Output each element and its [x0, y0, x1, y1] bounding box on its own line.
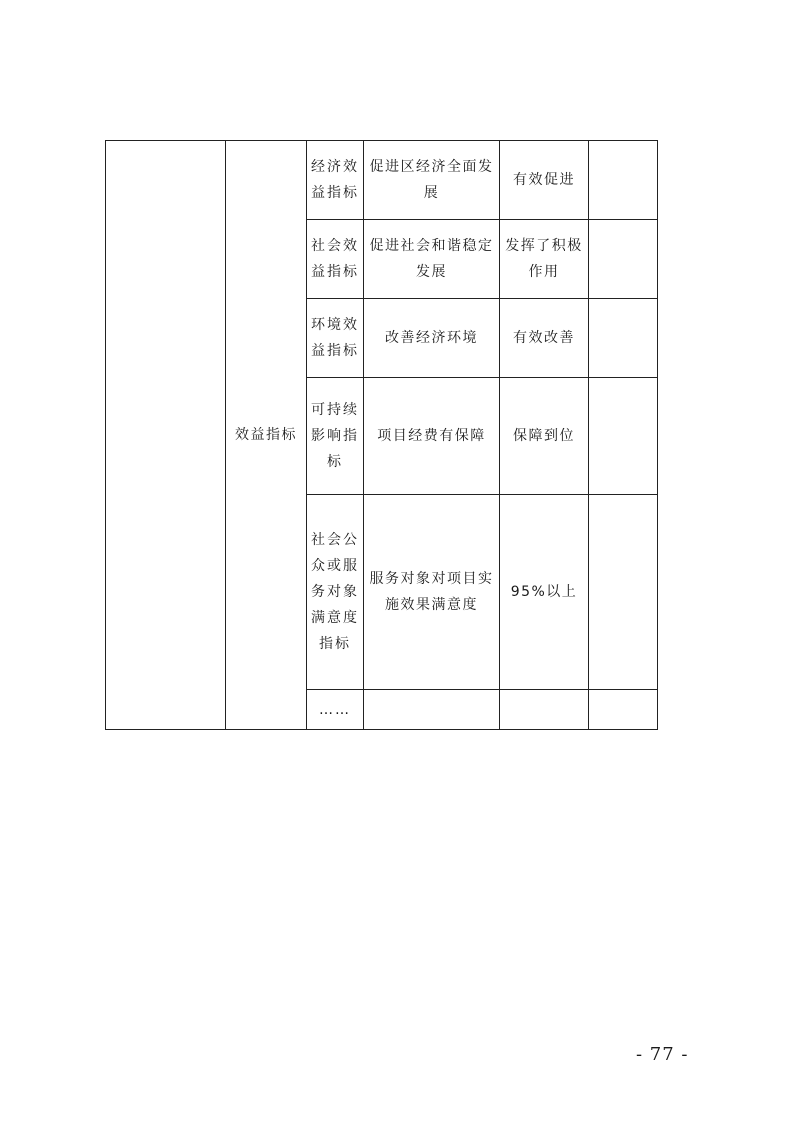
indicator-target-cell: 95%以上 [500, 495, 589, 690]
level3-indicator-cell: 环境效益指标 [307, 299, 364, 378]
level3-indicator-cell: 经济效益指标 [307, 141, 364, 220]
performance-indicator-table [105, 140, 658, 730]
indicator-target-cell: 保障到位 [500, 378, 589, 495]
indicator-target-cell [500, 690, 589, 730]
indicator-target-cell: 有效改善 [500, 299, 589, 378]
indicator-target-cell: 有效促进 [500, 141, 589, 220]
indicator-content-cell [364, 690, 500, 730]
level3-indicator-cell: 社会效益指标 [307, 220, 364, 299]
indicator-extra-cell [589, 495, 658, 690]
level3-indicator-cell: 社会公众或服务对象满意度指标 [307, 495, 364, 690]
level1-indicator-cell [106, 141, 226, 730]
level3-indicator-cell: 可持续影响指标 [307, 378, 364, 495]
indicator-extra-cell [589, 299, 658, 378]
indicator-extra-cell [589, 690, 658, 730]
indicator-extra-cell [589, 141, 658, 220]
indicator-content-cell: 服务对象对项目实施效果满意度 [364, 495, 500, 690]
indicator-content-cell: 项目经费有保障 [364, 378, 500, 495]
page-number: - 77 - [636, 1044, 689, 1065]
indicator-extra-cell [589, 378, 658, 495]
indicator-target-cell: 发挥了积极作用 [500, 220, 589, 299]
indicator-extra-cell [589, 220, 658, 299]
level3-indicator-cell: …… [307, 690, 364, 730]
level2-indicator-cell: 效益指标 [226, 141, 307, 730]
indicator-content-cell: 促进社会和谐稳定发展 [364, 220, 500, 299]
indicator-content-cell: 促进区经济全面发展 [364, 141, 500, 220]
table-row [106, 141, 658, 220]
indicator-content-cell: 改善经济环境 [364, 299, 500, 378]
